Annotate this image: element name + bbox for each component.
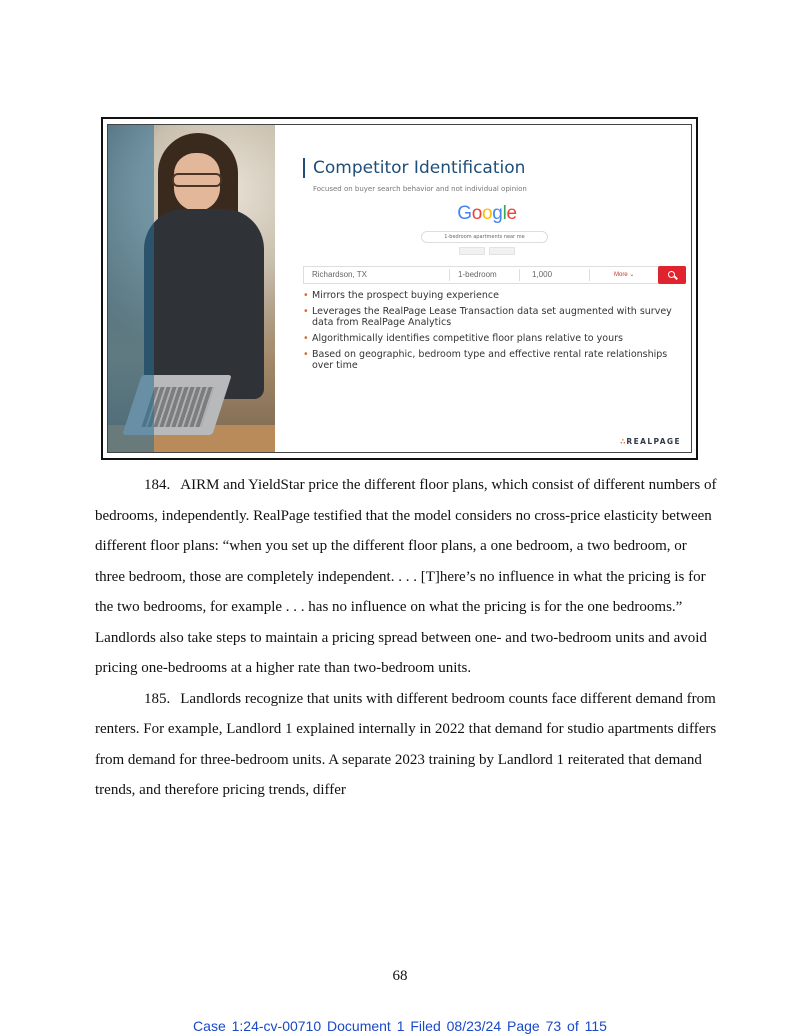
more-filter: More ⌄ bbox=[614, 272, 635, 278]
realpage-logo: ∴REALPAGE bbox=[620, 437, 681, 446]
filter-bar bbox=[303, 266, 686, 284]
paragraph-number: 185. bbox=[144, 690, 171, 707]
case-footer: Case 1:24-cv-00710 Document 1 Filed 08/23/24 Page 73 of 115 bbox=[193, 1018, 607, 1034]
slide-subtitle: Focused on buyer search behavior and not individual opinion bbox=[313, 185, 527, 193]
google-search-buttons bbox=[283, 247, 691, 255]
paragraph-text: AIRM and YieldStar price the different floor plans, which consist of different numbers of bedrooms, independently. RealPage testified that the model considers no cross-price elasticity between different floor plans: “when you set up the different floor plans, a one bedroom, a two bedroom, or three bedroom, those are completely independent. . . . [T]here’s no influence in what the pricing is for the two bedrooms, for example . . . has no influence on what the pricing is for the one bedrooms.” Landlords also take steps to maintain a pricing spread between one- and two-bedroom units and avoid pricing one-bedrooms at a higher rate than two-bedroom units. bbox=[95, 477, 717, 676]
paragraph-185 bbox=[95, 684, 717, 806]
page-number: 68 bbox=[392, 968, 408, 984]
realpage-dots-icon: ∴ bbox=[620, 437, 626, 446]
google-search-box: 1-bedroom apartments near me bbox=[421, 231, 548, 243]
list-item: • Algorithmically identifies competitive floor plans relative to yours bbox=[303, 333, 683, 344]
list-item: • Mirrors the prospect buying experience bbox=[303, 290, 683, 301]
slide-title: Competitor Identification bbox=[303, 158, 525, 178]
paragraph-184 bbox=[95, 470, 717, 684]
paragraph-text: Landlords recognize that units with different bedroom counts face different demand from renters. For example, Landlord 1 explained internally in 2022 that demand for studio apartments differs from demand for three-bedroom units. A separate 2023 training by Landlord 1 reiterated that demand trends, and therefore pricing trends, differ bbox=[95, 690, 717, 798]
slide-frame bbox=[107, 124, 692, 453]
location-filter: Richardson, TX bbox=[312, 270, 367, 279]
feature-list bbox=[303, 290, 683, 376]
woman-laptop-photo bbox=[108, 125, 275, 452]
google-logo: Google bbox=[457, 203, 517, 224]
slide-figure bbox=[101, 117, 698, 460]
paragraph-number: 184. bbox=[144, 477, 171, 493]
document-body bbox=[95, 470, 717, 806]
list-item: • Based on geographic, bedroom type and effective rental rate relationships over time bbox=[303, 349, 683, 371]
list-item: • Leverages the RealPage Lease Transaction data set augmented with survey data from RealPage Analytics bbox=[303, 306, 683, 328]
search-button bbox=[658, 266, 686, 284]
slide-content bbox=[283, 125, 691, 452]
price-filter: 1,000 bbox=[532, 270, 553, 279]
bedroom-filter: 1-bedroom bbox=[458, 270, 497, 279]
